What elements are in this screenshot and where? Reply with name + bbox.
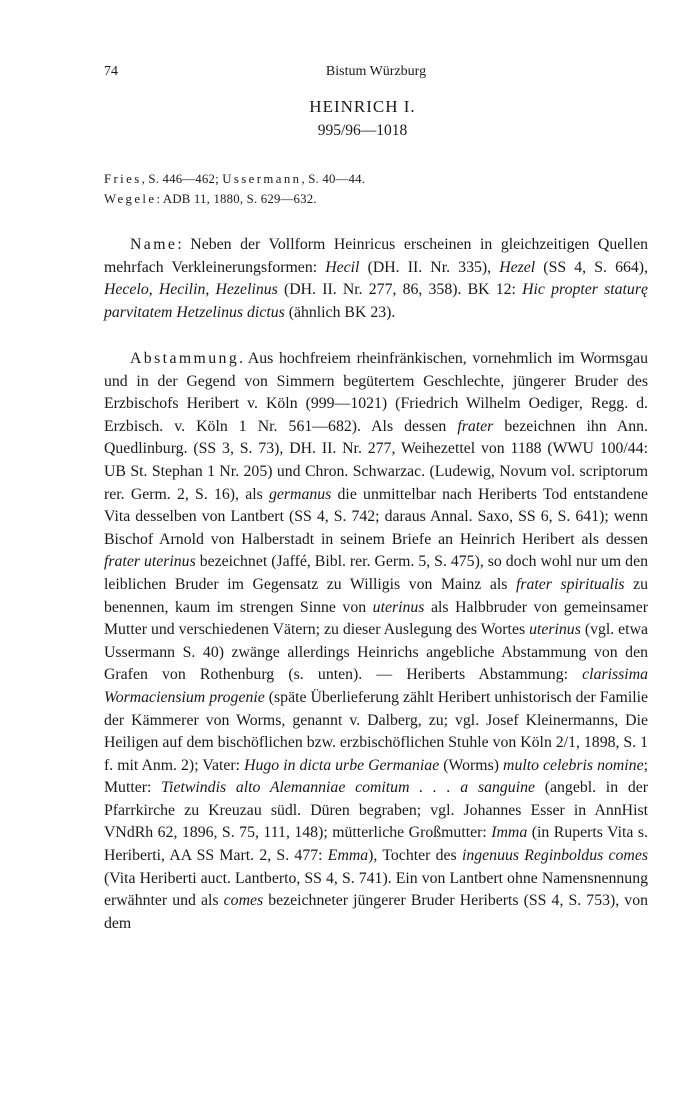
section-label: Name <box>130 236 178 253</box>
page-number: 74 <box>104 64 118 79</box>
name-paragraph: Name: Neben der Vollform Heinricus erscheinen in gleichzeitigen Quellen mehrfach Verkleinerungsformen: Hecil (DH. II. Nr. 335), Hezel (SS 4, S. 664), Hecelo, Hecilin, Hezelinus (DH. II. Nr. 277, 86, 358). BK 12: Hic propter staturę parvitatem Hetzelinus dictus (ähnlich BK 23). <box>104 236 648 321</box>
entry-title: HEINRICH I. <box>309 97 416 116</box>
abstammung-section <box>104 348 648 935</box>
running-head: Bistum Würzburg <box>325 64 427 79</box>
entry-dates: 995/96—1018 <box>317 122 408 139</box>
reference-line: Fries, S. 446—462; Ussermann, S. 40—44. <box>104 172 366 186</box>
name-section <box>104 234 648 324</box>
section-label: Abstammung <box>130 350 240 367</box>
bibliography-references <box>104 169 648 209</box>
page-header <box>104 64 648 84</box>
abstammung-paragraph: Abstammung. Aus hochfreiem rheinfränkischen, vornehmlich im Wormsgau und in der Gegend von Simmern begütertem Geschlechte, jüngerer Bruder des Erzbischofs Heribert v. Köln (999—1021) (Friedrich Wilhelm Oediger, Regg. d. Erzbisch. v. Köln 1 Nr. 561—682). Als dessen frater bezeichnen ihn Ann. Quedlinburg. (SS 3, S. 73), DH. II. Nr. 277, Weihezettel von 1188 (WWU 100/44: UB St. Stephan 1 Nr. 205) und Chron. Schwarzac. (Ludewig, Novum vol. scriptorum rer. Germ. 2, S. 16), als germanus die unmittelbar nach Heriberts Tod entstandene Vita desselben von Lantbert (SS 4, S. 742; daraus Annal. Saxo, SS 6, S. 641); wenn Bischof Arnold von Halberstadt in seinem Briefe an Heinrich Heribert als dessen frater uterinus bezeichnet (Jaffé, Bibl. rer. Germ. 5, S. 475), so doch wohl nur um den leiblichen Bruder im Gegensatz zu Willigis von Mainz als frater spiritualis zu benennen, kaum im strengen Sinne von uterinus als Halbbruder von gemeinsamer Mutter und verschiedenen Vätern; zu dieser Auslegung des Wortes uterinus (vgl. etwa Ussermann S. 40) zwänge allerdings Heinrichs angebliche Abstammung von den Grafen von Rothenburg (s. unten). — Heriberts Abstammung: clarissima Wormaciensium progenie (späte Überlieferung zählt Heribert unhistorisch der Familie der Kämmerer von Worms, genannt v. Dalberg, zu; vgl. Josef Kleinermanns, Die Heiligen auf dem bischöflichen bzw. erzbischöflichen Stuhle von Köln 2/1, 1898, S. 1 f. mit Anm. 2); Vater: Hugo in dicta urbe Germaniae (Worms) multo celebris nomine; Mutter: Tietwindis alto Alemanniae comitum . . . a sanguine (angebl. in der Pfarrkirche zu Kreuzau südl. Düren begraben; vgl. Johannes Esser in AnnHist VNdRh 62, 1896, S. 75, 111, 148); mütterliche Großmutter: Imma (in Ruperts Vita s. Heriberti, AA SS Mart. 2, S. 477: Emma), Tochter des ingenuus Reginboldus comes (Vita Heriberti auct. Lantberto, SS 4, S. 741). Ein von Lantbert ohne Namensnennung erwähnter und als comes bezeichneter jüngerer Bruder Heriberts (SS 4, S. 753), von dem <box>104 350 649 932</box>
reference-line: Wegele: ADB 11, 1880, S. 629—632. <box>104 192 317 206</box>
